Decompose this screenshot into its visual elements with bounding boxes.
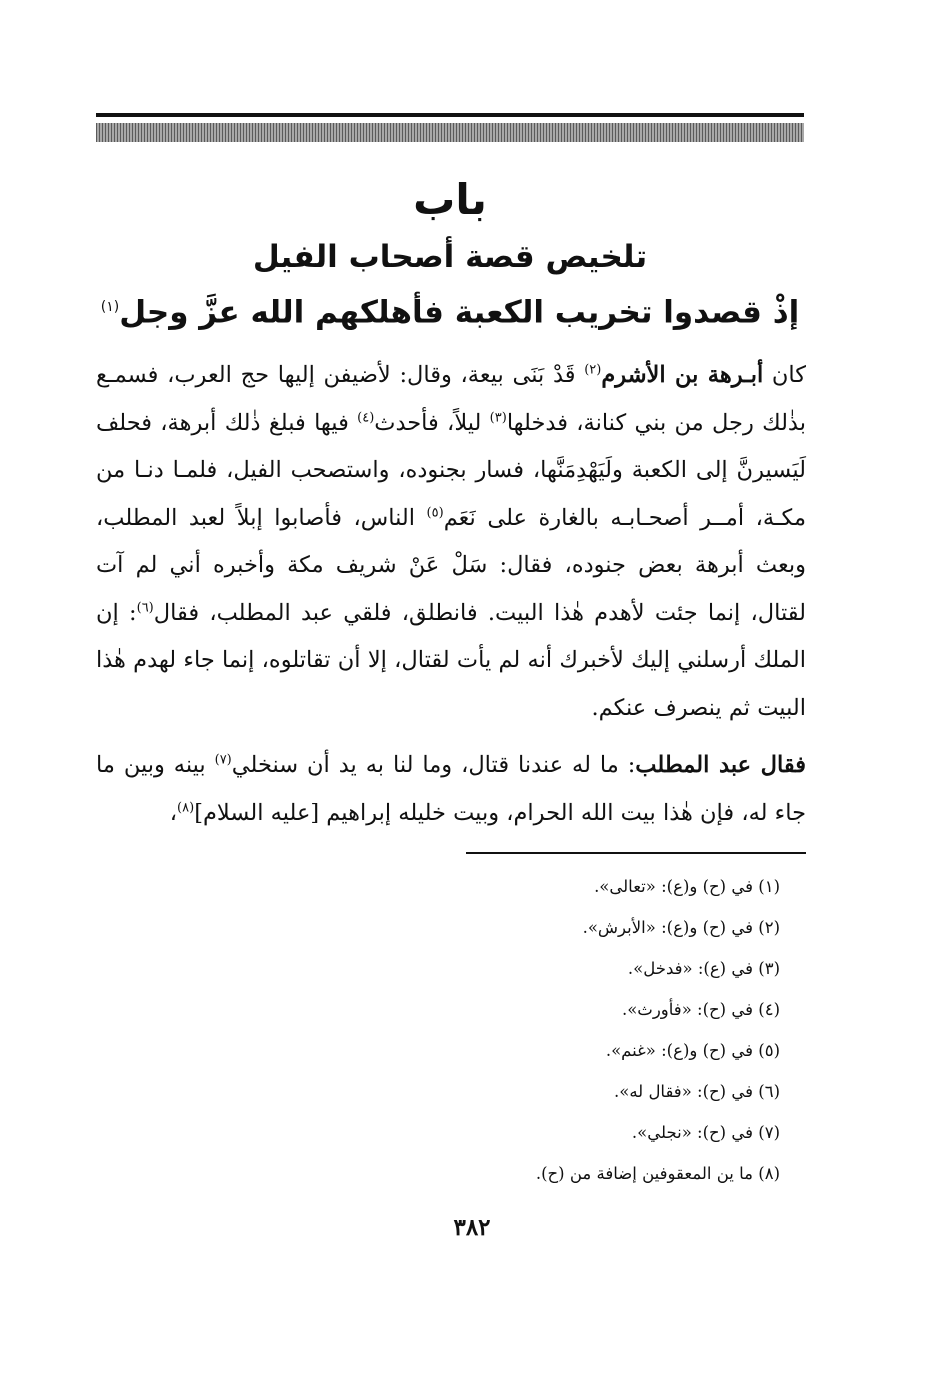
chapter-title-line-2 bbox=[96, 282, 804, 337]
footnote-ref-5: (٥) bbox=[426, 505, 444, 520]
paragraph-1-seg-4: فيها فبلغ ذٰلك أبرهة، فحلف لَيَسيرنَّ إلى الكعبة ولَيَهْدِمَنَّها، فسار بجنوده، واستصحب الفيل، فلمـا دنـا من مكـة، أمــر أصحـابـه بالغارة على نَعَم bbox=[96, 409, 807, 531]
footnote-item: (٦) في (ح): «فقال له». bbox=[613, 1082, 780, 1101]
footnote-item: (٤) في (ح): «فأورث». bbox=[621, 1000, 780, 1019]
chapter-heading bbox=[96, 168, 804, 337]
footnote-ref-6: (٦) bbox=[136, 600, 154, 615]
footnote-item: (٢) في (ح) و(ع): «الأبرش». bbox=[582, 918, 780, 937]
name-abraha: أبـرهة بن الأشرم bbox=[601, 362, 764, 388]
paragraph-1-seg-5: الناس، فأصابوا إبلاً لعبد المطلب، وبعث أبرهة بعض جنوده، فقال: سَلْ عَنْ شريف مكة وأخبره أني لم آت لقتال، إنما جئت لأهدم هٰذا البيت. فانطلق، فلقي عبد المطلب، فقال bbox=[96, 504, 806, 626]
footnote-item: (٧) في (ح): «نجلي». bbox=[631, 1123, 780, 1142]
footnote-rule bbox=[466, 852, 806, 854]
header-rule-band bbox=[96, 123, 804, 142]
footnote-ref-4: (٤) bbox=[357, 410, 375, 425]
name-abd-al-muttalib: فقال عبد المطلب bbox=[635, 752, 806, 778]
footnote-item: (٨) ما ين المعقوفين إضافة من (ح). bbox=[535, 1164, 780, 1183]
footnote-ref-7: (٧) bbox=[214, 752, 232, 768]
footnote-ref-3: (٣) bbox=[489, 410, 507, 425]
footnote-ref-1: (١) bbox=[100, 299, 120, 315]
paragraph-1-seg-3: ليلاً، فأحدث bbox=[374, 409, 490, 436]
paragraph-2-seg-2: بينه وبين ما جاء له، فإن هٰذا بيت الله الحرام، وبيت خليله إبراهيم [عليه السلام] bbox=[96, 752, 806, 826]
paragraph-2-seg-3: ، bbox=[169, 799, 178, 826]
footnote-item: (٥) في (ح) و(ع): «غنم». bbox=[605, 1041, 780, 1060]
paragraph-1-seg-6: : إن الملك أرسلني إليك لأخبرك أنه لم يأت لقتال، إلا أن تقاتلوه، إنما جاء لهدم هٰذا البيت ثم ينصرف عنكم. bbox=[96, 599, 806, 721]
paragraph-1-seg-1: كان bbox=[763, 362, 806, 388]
footnote-ref-8: (٨) bbox=[177, 800, 195, 815]
footnote-ref-2: (٢) bbox=[584, 362, 602, 378]
paragraph-1 bbox=[96, 352, 806, 732]
chapter-title-line-2-text: إذْ قصدوا تخريب الكعبة فأهلكهم الله عزَّ وجل bbox=[119, 294, 800, 331]
header-rule-thin bbox=[96, 113, 804, 117]
page-number: ٣٨٢ bbox=[453, 1214, 491, 1241]
chapter-title-line-1: تلخيص قصة أصحاب الفيل bbox=[252, 239, 648, 275]
footnotes bbox=[430, 866, 780, 1194]
body-text bbox=[96, 352, 806, 837]
paragraph-2-seg-1: : ما له عندنا قتال، وما لنا به يد أن سنخلي bbox=[231, 752, 636, 778]
chapter-word: باب bbox=[413, 175, 487, 224]
footnote-item: (١) في (ح) و(ع): «تعالى». bbox=[594, 877, 780, 896]
paragraph-2 bbox=[96, 742, 806, 837]
footnote-item: (٣) في (ع): «فدخل». bbox=[627, 959, 780, 978]
paragraph-1-seg-2: قَدْ بَنَى بيعة، وقال: لأضيفن إليها حج العرب، فسمـع بذٰلك رجل من بني كنانة، فدخلها bbox=[96, 362, 806, 436]
